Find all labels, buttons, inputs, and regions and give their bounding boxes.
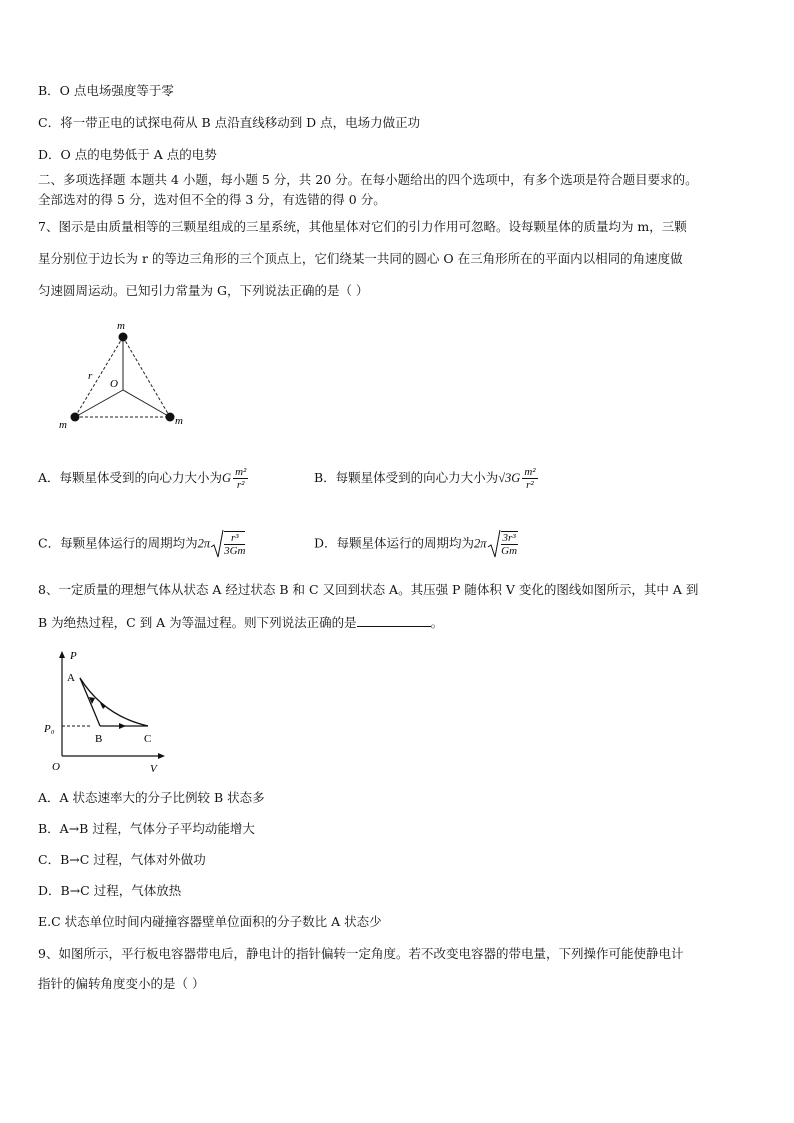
q7-stem-line2: 星分别位于边长为 r 的等边三角形的三个顶点上，它们绕某一共同的圆心 O 在三角形所在的平面内以相同的角速度做 xyxy=(38,251,683,266)
q8-stem-line2 xyxy=(38,614,443,631)
q8-option-a: A．A 状态速率大的分子比例较 B 状态多 xyxy=(38,790,265,805)
label-r: r xyxy=(88,370,93,382)
answer-blank xyxy=(357,614,431,627)
section-header-line1: 二、多项选择题 本题共 4 小题，每小题 5 分，共 20 分。在每小题给出的四个选项中，有多个选项是符合题目要求的。 xyxy=(38,172,698,187)
axis-origin-o: O xyxy=(52,761,60,773)
q7-option-d-den: Gm xyxy=(501,545,518,557)
axis-label-v: V xyxy=(150,763,157,775)
label-p0: P₀ xyxy=(44,723,55,735)
q7-option-a-coef: G xyxy=(222,471,232,485)
sqrt-sign xyxy=(210,529,224,559)
section-header-line2: 全部选对的得 5 分，选对但不全的得 3 分，有选错的得 0 分。 xyxy=(38,192,386,207)
q7-option-a-text: A．每颗星体受到的向心力大小为 xyxy=(38,470,223,485)
axis-label-p: P xyxy=(70,650,77,662)
sqrt-sign xyxy=(487,529,501,559)
q7-stem-line1: 7、图示是由质量相等的三颗星组成的三星系统，其他星体对它们的引力作用可忽略。设每颗星体的质量均为 m，三颗 xyxy=(38,219,687,234)
label-o-center: O xyxy=(110,378,118,390)
q7-option-c-text: C．每颗星体运行的周期均为 xyxy=(38,535,198,551)
q8-option-d: D．B→C 过程，气体放热 xyxy=(38,883,182,898)
q8-option-e: E.C 状态单位时间内碰撞容器壁单位面积的分子数比 A 状态少 xyxy=(38,914,382,929)
q7-option-b-text: B．每颗星体受到的向心力大小为 xyxy=(314,470,499,485)
q6-option-d: D．O 点的电势低于 A 点的电势 xyxy=(38,147,217,162)
q7-option-b-den: r² xyxy=(526,479,534,491)
q7-option-d-num: 3r³ xyxy=(502,532,516,544)
q7-option-b-coef: √3G xyxy=(498,471,521,485)
q8-option-c: C．B→C 过程，气体对外做功 xyxy=(38,852,206,867)
point-label-c: C xyxy=(144,733,152,745)
q6-option-b: B．O 点电场强度等于零 xyxy=(38,83,174,98)
q8-stem-line2-text: B 为绝热过程，C 到 A 为等温过程。则下列说法正确的是 xyxy=(38,615,357,630)
q7-option-b xyxy=(314,466,540,491)
q7-option-b-num: m² xyxy=(524,466,536,478)
label-m-left: m xyxy=(59,419,67,431)
q8-stem-line1: 8、一定质量的理想气体从状态 A 经过状态 B 和 C 又回到状态 A。其压强 P 随体积 V 变化的图线如图所示，其中 A 到 xyxy=(38,582,699,597)
label-m-top: m xyxy=(117,320,125,332)
q8-stem-line2-end: 。 xyxy=(430,615,444,630)
q7-stem-line3: 匀速圆周运动。已知引力常量为 G，下列说法正确的是（ ） xyxy=(38,283,369,298)
q6-option-c: C．将一带正电的试探电荷从 B 点沿直线移动到 D 点，电场力做正功 xyxy=(38,115,421,130)
q7-option-d-coef: 2π xyxy=(474,536,487,551)
q7-option-c-den: 3Gm xyxy=(224,545,246,557)
label-m-right: m xyxy=(175,415,183,427)
three-star-figure xyxy=(50,318,200,433)
q7-option-c-num: r³ xyxy=(224,532,245,545)
q7-option-a-den: r² xyxy=(236,479,245,491)
q8-option-b: B．A→B 过程，气体分子平均动能增大 xyxy=(38,821,255,836)
q7-option-c-coef: 2π xyxy=(197,536,211,551)
point-label-a: A xyxy=(67,672,75,684)
q7-option-a-num: m² xyxy=(235,466,247,478)
q7-option-c xyxy=(38,529,247,559)
q9-stem-line1: 9、如图所示，平行板电容器带电后，静电计的指针偏转一定角度。若不改变电容器的带电量，下列操作可能使静电计 xyxy=(38,946,684,961)
q9-stem-line2: 指针的偏转角度变小的是（ ） xyxy=(38,976,205,991)
pv-diagram-figure xyxy=(40,648,170,776)
q7-option-d-text: D．每颗星体运行的周期均为 xyxy=(314,535,475,551)
point-label-b: B xyxy=(95,733,103,745)
q7-option-d xyxy=(314,529,520,559)
q7-option-a xyxy=(38,466,250,491)
